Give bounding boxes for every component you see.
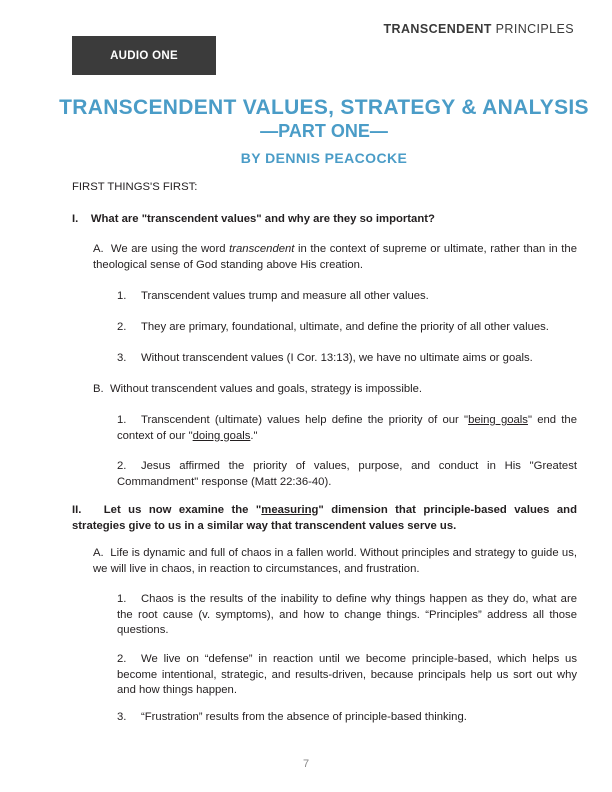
section-1a-item-1 — [72, 289, 577, 305]
item-mid: " end the context of our " — [117, 414, 577, 442]
header-brand-bold: TRANSCENDENT — [383, 22, 492, 36]
section-1a-emphasis: transcendent — [229, 243, 295, 255]
section-1b-text: Without transcendent values and goals, strategy is impossible. — [109, 383, 423, 395]
section-2a-item-3 — [72, 710, 577, 726]
item-text: Without transcendent values (I Cor. 13:13), we have no ultimate aims or goals. — [141, 352, 533, 364]
section-1a-label: A. — [93, 243, 104, 255]
underlined-term: being goals — [468, 414, 528, 426]
section-1b-item-1 — [72, 413, 577, 444]
header-brand — [384, 22, 574, 36]
item-number: 2. — [117, 460, 127, 472]
section-1a-pre: We are using the word — [110, 243, 230, 255]
section-2a-label: A. — [93, 547, 104, 559]
section-1b-item-2 — [72, 459, 577, 490]
intro-heading: FIRST THINGS'S FIRST: — [72, 181, 198, 193]
underlined-term: measuring — [261, 504, 319, 516]
section-1a-item-3 — [72, 351, 577, 367]
section-2-post: " dimension that principle-based values and strategies give to us in a similar way that transcendent values serve us. — [72, 504, 577, 532]
section-1a-item-2 — [72, 320, 577, 336]
item-number: 3. — [117, 711, 127, 723]
page-title: TRANSCENDENT VALUES, STRATEGY & ANALYSIS — [59, 96, 589, 119]
section-1b-label: B. — [93, 383, 104, 395]
section-2-number: II. — [72, 504, 82, 516]
page-subtitle: —PART ONE— — [260, 121, 388, 141]
header-brand-rest: PRINCIPLES — [491, 22, 574, 36]
section-1a — [72, 242, 577, 273]
item-number: 1. — [117, 290, 127, 302]
item-pre: Transcendent (ultimate) values help define the priority of our " — [141, 414, 469, 426]
item-number: 2. — [117, 321, 127, 333]
section-2a-item-2 — [72, 652, 577, 699]
section-1-text: What are "transcendent values" and why are they so important? — [90, 213, 435, 225]
section-2-heading — [72, 503, 577, 534]
section-1-number: I. — [72, 213, 79, 225]
author-line: BY DENNIS PEACOCKE — [240, 150, 408, 166]
section-2a — [72, 546, 577, 577]
item-text: We live on “defense” in reaction until we become principle-based, which helps us become intentional, strategic, and results-driven, because principals help us sort out why and how things happen. — [117, 653, 577, 696]
item-text: Transcendent values trump and measure all other values. — [141, 290, 429, 302]
title-block — [0, 96, 612, 166]
section-1a-post: in the context of supreme or ultimate, rather than in the theological sense of God standing above His creation. — [93, 243, 577, 271]
item-text: Chaos is the results of the inability to define why things happen as they do, what are the root cause (v. symptoms), and how to change things. “Principles” address all those questions. — [117, 593, 577, 636]
section-1-heading — [72, 212, 577, 228]
underlined-term: doing goals — [192, 429, 251, 442]
item-number: 1. — [117, 414, 127, 426]
item-post: ." — [250, 429, 258, 442]
item-number: 3. — [117, 352, 127, 364]
section-2a-text: Life is dynamic and full of chaos in a fallen world. Without principles and strategy to guide us, we will live in chaos, in reaction to circumstances, and frustration. — [93, 547, 577, 575]
item-text: “Frustration” results from the absence of principle-based thinking. — [141, 711, 467, 723]
item-number: 2. — [117, 653, 127, 665]
item-number: 1. — [117, 593, 127, 605]
section-2a-item-1 — [72, 592, 577, 639]
page-number: 7 — [302, 758, 310, 770]
item-text: They are primary, foundational, ultimate, and define the priority of all other values. — [141, 321, 549, 333]
audio-badge: AUDIO ONE — [72, 36, 216, 75]
section-2-pre: Let us now examine the " — [103, 504, 262, 516]
item-text: Jesus affirmed the priority of values, purpose, and conduct in His "Greatest Commandment" response (Matt 22:36-40). — [117, 460, 577, 488]
section-1b — [72, 382, 577, 398]
